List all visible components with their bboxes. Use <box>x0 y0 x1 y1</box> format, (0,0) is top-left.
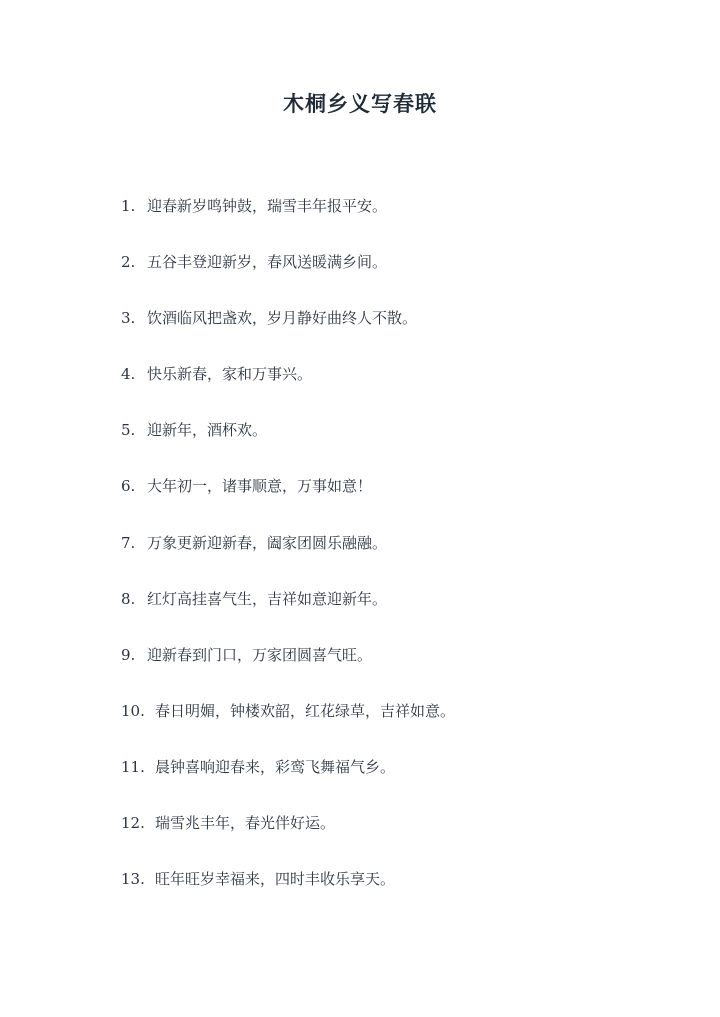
item-text: 迎新年，酒杯欢。 <box>147 421 268 440</box>
couplet-list <box>121 196 455 925</box>
item-text: 迎新春到门口，万家团圆喜气旺。 <box>147 645 373 664</box>
item-number: 6. <box>121 477 136 496</box>
item-number: 2. <box>121 253 136 272</box>
item-number: 4. <box>121 365 136 384</box>
list-item <box>121 813 455 869</box>
list-item <box>121 533 455 589</box>
list-item <box>121 364 455 420</box>
item-text: 万象更新迎新春，阖家团圆乐融融。 <box>147 533 388 552</box>
item-number: 5. <box>121 421 136 440</box>
item-text: 春日明媚，钟楼欢韶，红花绿草，吉祥如意。 <box>155 701 456 720</box>
list-item <box>121 308 455 364</box>
item-text: 旺年旺岁幸福来，四时丰收乐享天。 <box>155 870 396 889</box>
list-item <box>121 420 455 476</box>
item-text: 饮酒临风把盏欢，岁月静好曲终人不散。 <box>147 309 418 328</box>
item-text: 大年初一，诸事顺意，万事如意！ <box>147 477 373 496</box>
document-title: 木桐乡义写春联 <box>283 91 437 116</box>
list-item <box>121 869 455 925</box>
list-item <box>121 196 455 252</box>
item-number: 11. <box>121 757 145 776</box>
item-number: 13. <box>121 870 145 889</box>
item-number: 7. <box>121 533 136 552</box>
list-item <box>121 476 455 532</box>
list-item <box>121 252 455 308</box>
item-number: 8. <box>121 589 136 608</box>
item-text: 瑞雪兆丰年，春光伴好运。 <box>155 814 336 833</box>
item-text: 快乐新春，家和万事兴。 <box>147 365 313 384</box>
list-item <box>121 701 455 757</box>
item-text: 五谷丰登迎新岁，春风送暖满乡间。 <box>147 253 388 272</box>
item-text: 红灯高挂喜气生，吉祥如意迎新年。 <box>147 589 388 608</box>
item-number: 3. <box>121 309 136 328</box>
item-number: 1. <box>121 197 136 215</box>
item-number: 9. <box>121 645 136 664</box>
item-text: 晨钟喜响迎春来，彩鸾飞舞福气乡。 <box>155 757 396 776</box>
item-number: 10. <box>121 701 145 720</box>
list-item <box>121 645 455 701</box>
item-number: 12. <box>121 814 145 833</box>
list-item <box>121 757 455 813</box>
item-text: 迎春新岁鸣钟鼓，瑞雪丰年报平安。 <box>147 197 388 215</box>
list-item <box>121 589 455 645</box>
